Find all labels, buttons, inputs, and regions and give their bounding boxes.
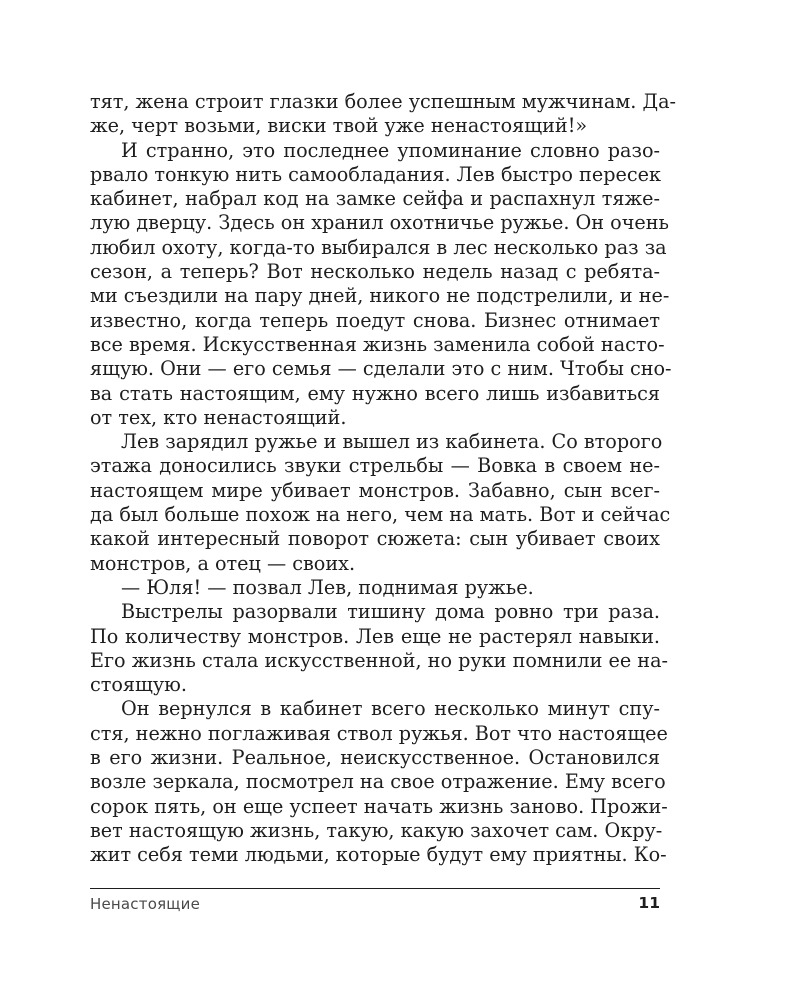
text-line: этажа доносились звуки стрельбы — Вовка в своем не- xyxy=(90,454,660,478)
text-line: известно, когда теперь поедут снова. Бизнес отнимает xyxy=(90,308,660,332)
text-line: какой интересный поворот сюжета: сын убивает своих xyxy=(90,527,660,551)
text-line: возле зеркала, посмотрел на свое отражение. Ему всего xyxy=(90,770,666,794)
text-line: же, черт возьми, виски твой уже ненастоящий!» xyxy=(90,114,588,138)
text-line: настоящем мире убивает монстров. Забавно, сын всег- xyxy=(90,478,660,502)
text-line: сезон, а теперь? Вот несколько недель назад с ребята- xyxy=(90,260,660,284)
text-line: любил охоту, когда-то выбирался в лес несколько раз за xyxy=(90,235,667,259)
text-line: стя, нежно поглаживая ствол ружья. Вот что настоящее xyxy=(90,721,668,745)
text-line: кабинет, набрал код на замке сейфа и распахнул тяже- xyxy=(90,187,660,211)
footer-divider xyxy=(90,888,660,889)
paragraph-first-line: Он вернулся в кабинет всего несколько минут спу- xyxy=(121,697,660,721)
text-line: в его жизни. Реальное, неискусственное. Остановился xyxy=(90,746,660,770)
text-line: от тех, кто ненастоящий. xyxy=(90,405,347,429)
page-number: 11 xyxy=(638,894,660,912)
text-line: жит себя теми людьми, которые будут ему приятны. Ко- xyxy=(90,843,667,867)
text-line: ми съездили на пару дней, никого не подстрелили, и не- xyxy=(90,284,670,308)
text-line: По количеству монстров. Лев еще не растерял навыки. xyxy=(90,624,660,648)
text-line: стоящую. xyxy=(90,673,187,697)
text-line: ящую. Они — его семья — сделали это с ним. Чтобы сно- xyxy=(90,357,672,381)
text-line: тят, жена строит глазки более успешным мужчинам. Да- xyxy=(90,90,677,113)
text-line: Его жизнь стала искусственной, но руки помнили ее на- xyxy=(90,648,669,672)
paragraph-first-line: Выстрелы разорвали тишину дома ровно три раза. xyxy=(121,600,660,624)
text-line: ва стать настоящим, ему нужно всего лишь избавиться xyxy=(90,381,660,405)
running-title: Ненастоящие xyxy=(90,895,200,913)
text-line: лую дверцу. Здесь он хранил охотничье ружье. Он очень xyxy=(90,211,669,235)
text-line: все время. Искусственная жизнь заменила собой насто- xyxy=(90,332,665,356)
paragraph-first-line: — Юля! — позвал Лев, поднимая ружье. xyxy=(121,575,534,599)
text-line: рвало тонкую нить самообладания. Лев быстро пересек xyxy=(90,162,661,186)
text-line: монстров, а отец — своих. xyxy=(90,551,356,575)
text-line: сорок пять, он еще успеет начать жизнь заново. Прожи- xyxy=(90,794,668,818)
body-text xyxy=(90,90,677,868)
paragraph-first-line: И странно, это последнее упоминание словно разо- xyxy=(121,138,660,162)
text-line: да был больше похож на него, чем на мать. Вот и сейчас xyxy=(90,503,671,527)
paragraph-first-line: Лев зарядил ружье и вышел из кабинета. Со второго xyxy=(121,430,663,454)
text-line: вет настоящую жизнь, такую, какую захочет сам. Окру- xyxy=(90,818,663,842)
